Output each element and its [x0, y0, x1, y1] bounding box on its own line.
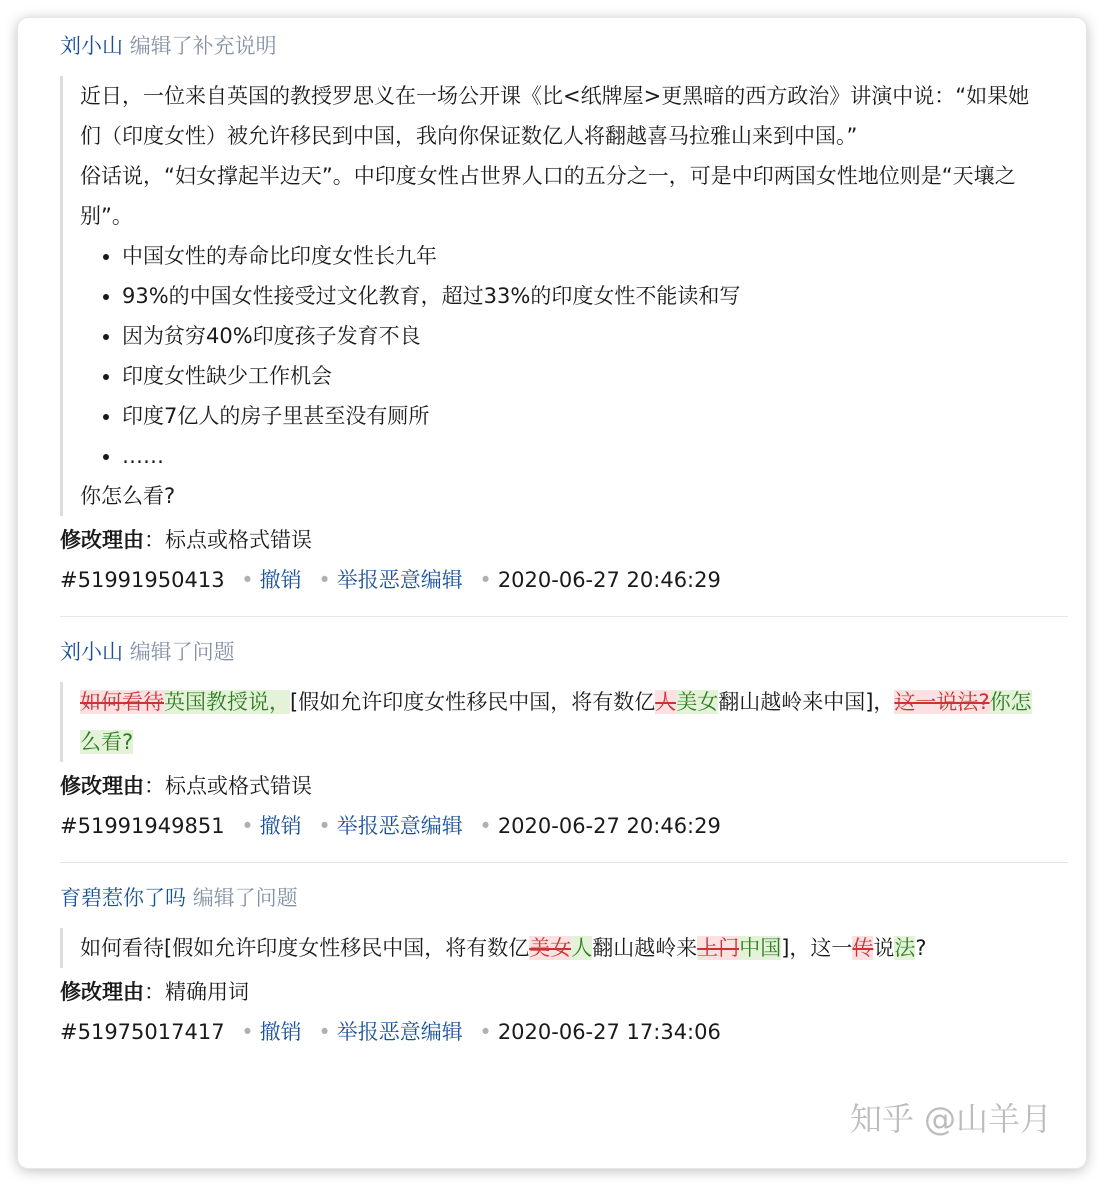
reason-label: 修改理由	[60, 528, 144, 552]
edit-diff	[60, 682, 1050, 762]
reason-separator: ：	[144, 774, 165, 798]
edit-header	[60, 878, 1068, 918]
diff-unchanged: [假如允许印度女性移民中国，将有数亿	[290, 690, 656, 714]
author-link[interactable]: 刘小山	[60, 640, 123, 664]
edit-entry	[18, 862, 1086, 1052]
edit-id: #51975017417	[60, 1020, 225, 1044]
undo-link[interactable]: 撤销	[259, 814, 302, 838]
reason-text: 标点或格式错误	[165, 774, 312, 798]
content-paragraph: 俗话说，“妇女撑起半边天”。中印度女性占世界人口的五分之一，可是中印两国女性地位则是“天壤之别”。	[80, 164, 1016, 228]
diff-unchanged: ]，这一	[781, 936, 853, 960]
edit-id: #51991949851	[60, 814, 225, 838]
list-item: • 中国女性的寿命比印度女性长九年	[122, 236, 1050, 276]
diff-deleted: 人	[655, 690, 677, 714]
diff-deleted: 上门	[697, 936, 740, 960]
edit-header	[60, 632, 1068, 672]
report-link[interactable]: 举报恶意编辑	[336, 568, 463, 592]
separator-dot: •	[318, 1020, 331, 1044]
undo-link[interactable]: 撤销	[259, 568, 302, 592]
edit-time: 2020-06-27 20:46:29	[497, 568, 721, 592]
reason-label: 修改理由	[60, 774, 144, 798]
edit-action: 编辑了问题	[129, 640, 235, 664]
diff-inserted: 英国教授说，	[164, 690, 290, 714]
report-link[interactable]: 举报恶意编辑	[336, 1020, 463, 1044]
diff-deleted: 如何看待	[80, 690, 164, 714]
edit-time: 2020-06-27 20:46:29	[497, 814, 721, 838]
list-item: • 因为贫穷40%印度孩子发育不良	[122, 316, 1050, 356]
reason-text: 标点或格式错误	[165, 528, 312, 552]
diff-inserted: 中国	[739, 936, 782, 960]
edit-time: 2020-06-27 17:34:06	[497, 1020, 721, 1044]
list-item: • 93%的中国女性接受过文化教育，超过33%的印度女性不能读和写	[122, 276, 1050, 316]
edit-meta	[60, 806, 1068, 862]
list-item: • ……	[122, 436, 1050, 476]
separator-dot: •	[479, 1020, 492, 1044]
separator-dot: •	[479, 814, 492, 838]
diff-text	[80, 928, 1050, 968]
undo-link[interactable]: 撤销	[259, 1020, 302, 1044]
diff-deleted: 这一说法?	[894, 690, 990, 714]
separator-dot: •	[241, 568, 254, 592]
diff-inserted: 法	[894, 936, 916, 960]
list-item: • 印度7亿人的房子里甚至没有厕所	[122, 396, 1050, 436]
diff-unchanged: ?	[915, 936, 927, 960]
separator-dot: •	[318, 568, 331, 592]
edit-meta	[60, 1012, 1068, 1052]
edit-content	[60, 76, 1050, 516]
reason-separator: ：	[144, 980, 165, 1004]
edit-reason	[60, 520, 1068, 560]
edit-action: 编辑了问题	[192, 886, 298, 910]
edit-diff	[60, 928, 1050, 968]
edit-entry	[18, 616, 1086, 862]
content-paragraph: 你怎么看?	[80, 484, 176, 508]
edit-history-card	[18, 18, 1086, 1168]
diff-deleted: 传	[852, 936, 874, 960]
diff-unchanged: 说	[873, 936, 895, 960]
diff-unchanged: 翻山越岭来中国]，	[718, 690, 895, 714]
diff-inserted: 人	[571, 936, 593, 960]
list-item: • 印度女性缺少工作机会	[122, 356, 1050, 396]
reason-separator: ：	[144, 528, 165, 552]
diff-deleted: 美女	[529, 936, 572, 960]
diff-inserted: 你怎么看?	[80, 690, 1032, 754]
diff-text	[80, 682, 1050, 762]
edit-id: #51991950413	[60, 568, 225, 592]
report-link[interactable]: 举报恶意编辑	[336, 814, 463, 838]
author-link[interactable]: 育碧惹你了吗	[60, 886, 186, 910]
content-list	[80, 236, 1050, 476]
separator-dot: •	[241, 1020, 254, 1044]
reason-text: 精确用词	[165, 980, 249, 1004]
separator-dot: •	[479, 568, 492, 592]
watermark: 知乎 @山羊月	[849, 1100, 1052, 1138]
edit-action: 编辑了补充说明	[129, 34, 277, 58]
edit-entry	[18, 18, 1086, 616]
separator-dot: •	[318, 814, 331, 838]
diff-inserted: 美女	[676, 690, 719, 714]
diff-unchanged: 如何看待[假如允许印度女性移民中国，将有数亿	[80, 936, 530, 960]
content-paragraph: 近日，一位来自英国的教授罗思义在一场公开课《比<纸牌屋>更黑暗的西方政治》讲演中说：“如果她们（印度女性）被允许移民到中国，我向你保证数亿人将翻越喜马拉雅山来到中国。”	[80, 84, 1030, 148]
edit-meta	[60, 560, 1068, 616]
edit-reason	[60, 972, 1068, 1012]
separator-dot: •	[241, 814, 254, 838]
author-link[interactable]: 刘小山	[60, 34, 123, 58]
edit-reason	[60, 766, 1068, 806]
diff-unchanged: 翻山越岭来	[592, 936, 698, 960]
edit-header	[60, 26, 1068, 66]
reason-label: 修改理由	[60, 980, 144, 1004]
